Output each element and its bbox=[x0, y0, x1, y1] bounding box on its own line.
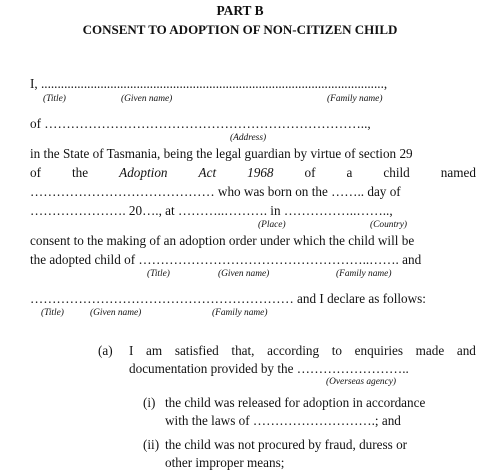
part-heading: PART B bbox=[216, 3, 264, 18]
item-ii-line-2: other improper means; bbox=[165, 455, 285, 470]
guardian-statement-line: in the State of Tasmania, being the legal guardian by virtue of section 29 bbox=[30, 146, 413, 161]
word: made bbox=[415, 343, 445, 358]
act-name-word: Act bbox=[198, 165, 217, 180]
adopter-title-hint: (Title) bbox=[147, 269, 170, 279]
word: of bbox=[304, 165, 316, 180]
birth-date-place-line: …………………. 20…., at ………..………. in ……………..…….., bbox=[30, 203, 393, 218]
place-hint: (Place) bbox=[258, 220, 286, 230]
item-i-line-2: with the laws of ……………………….; and bbox=[165, 413, 401, 428]
second-title-hint: (Title) bbox=[41, 308, 64, 318]
consenter-name-line: I, ........................................................................................................, bbox=[30, 76, 388, 91]
item-a-marker: (a) bbox=[98, 343, 113, 358]
item-i-marker: (i) bbox=[143, 395, 156, 410]
word: named bbox=[440, 165, 476, 180]
word: satisfied bbox=[174, 343, 219, 358]
address-line: of ……………………………………………………………….., bbox=[30, 116, 371, 131]
act-year: 1968 bbox=[247, 165, 274, 180]
word: the bbox=[72, 165, 89, 180]
adopter-given-name-hint: (Given name) bbox=[218, 269, 270, 279]
item-i-line-1: the child was released for adoption in accordance bbox=[165, 395, 426, 410]
child-name-line: …………………………………… who was born on the …….. day of bbox=[30, 184, 401, 199]
second-family-name-hint: (Family name) bbox=[212, 308, 268, 318]
word: I bbox=[129, 343, 134, 358]
consenter-title-hint: (Title) bbox=[43, 94, 66, 104]
form-title: CONSENT TO ADOPTION OF NON-CITIZEN CHILD bbox=[82, 22, 398, 37]
consenter-family-name-hint: (Family name) bbox=[327, 94, 383, 104]
word: child bbox=[383, 165, 410, 180]
act-line bbox=[30, 165, 476, 181]
item-a-line-2: documentation provided by the …………………….. bbox=[129, 361, 409, 376]
word: am bbox=[146, 343, 163, 358]
second-given-name-hint: (Given name) bbox=[90, 308, 142, 318]
item-ii-marker: (ii) bbox=[143, 437, 160, 452]
adoptive-parent-line: the adopted child of ……………………………………………..……. and bbox=[30, 252, 422, 267]
word: of bbox=[30, 165, 41, 180]
consent-line: consent to the making of an adoption order under which the child will be bbox=[30, 233, 415, 248]
word: according bbox=[267, 343, 320, 358]
word: enquiries bbox=[354, 343, 404, 358]
second-adopter-line: …………………………………………………… and I declare as follows: bbox=[30, 291, 426, 306]
consenter-given-name-hint: (Given name) bbox=[121, 94, 173, 104]
country-hint: (Country) bbox=[370, 220, 407, 230]
item-a-line-1 bbox=[129, 343, 476, 359]
word: and bbox=[456, 343, 476, 358]
overseas-agency-hint: (Overseas agency) bbox=[326, 377, 397, 387]
address-hint: (Address) bbox=[230, 133, 267, 143]
word: a bbox=[346, 165, 353, 180]
adopter-family-name-hint: (Family name) bbox=[336, 269, 392, 279]
item-ii-line-1: the child was not procured by fraud, duress or bbox=[165, 437, 408, 452]
act-name-word: Adoption bbox=[119, 165, 168, 180]
word: that, bbox=[231, 343, 255, 358]
word: to bbox=[331, 343, 343, 358]
